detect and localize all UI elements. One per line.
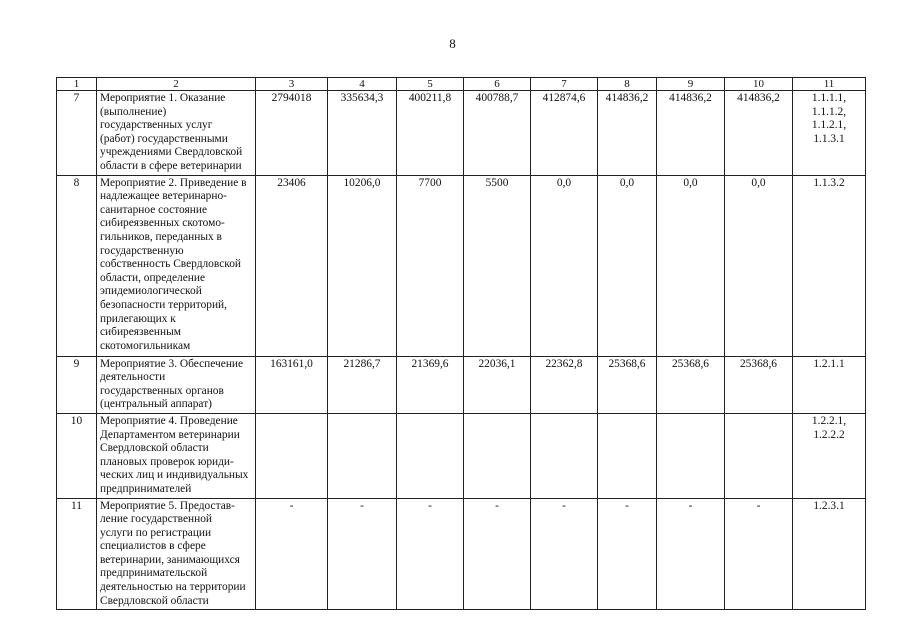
activity-name-line: деятельности [100,371,166,384]
activity-name-line: (выполнение) [100,105,167,118]
funding-value-cell: - [657,498,725,610]
activity-name-line: предпринимательской [100,567,208,580]
activity-name-cell [97,413,256,498]
table-row [57,498,866,610]
activity-name-line: безопасности территорий, [100,298,228,311]
funding-value-cell: 335634,3 [328,91,397,176]
activity-name-cell [97,91,256,176]
funding-value-cell [725,413,793,498]
activity-name-line: Мероприятие 3. Обеспечение [100,357,244,370]
funding-value-cell: - [598,498,657,610]
funding-value-cell [397,413,464,498]
activity-name-line: деятельностью на территории [100,581,246,594]
target-code-cell [793,91,866,176]
activity-name-line: Свердловской области [100,442,209,455]
funding-value-cell: 5500 [464,175,531,356]
column-number-cell: 7 [531,78,598,91]
funding-value-cell [598,413,657,498]
activity-name-line: предпринимателей [100,482,192,495]
funding-value-cell: 22362,8 [531,356,598,413]
funding-value-cell: 25368,6 [657,356,725,413]
target-code-cell [793,498,866,610]
target-code-cell [793,175,866,356]
activity-name-line: (работ) государственными [100,132,228,145]
activity-name-line: Департаментом ветеринарии [100,428,240,441]
activity-name-line: Мероприятие 2. Приведение в [100,176,247,189]
funding-value-cell [328,413,397,498]
row-number-cell: 8 [57,175,97,356]
funding-value-cell: 25368,6 [598,356,657,413]
activity-name-cell [97,175,256,356]
page-number: 8 [449,36,456,51]
column-number-cell: 5 [397,78,464,91]
activity-name-line: санитарное состояние [100,203,208,216]
table-row [57,175,866,356]
target-code-line: 1.1.1.1, [811,92,847,104]
column-number-cell: 2 [97,78,256,91]
target-code-line: 1.1.3.2 [813,176,845,189]
funding-value-cell: - [725,498,793,610]
funding-value-cell: 400211,8 [397,91,464,176]
activity-name-cell [97,498,256,610]
activity-name-line: учреждениями Свердловской [100,146,243,159]
funding-value-cell: 2794018 [256,91,328,176]
activity-name-line: Свердловской области [100,594,209,607]
column-number-cell: 9 [657,78,725,91]
activity-name-line: ление государственной [100,513,213,526]
target-code-line: 1.1.2.1, [811,119,847,132]
funding-value-cell: - [328,498,397,610]
activity-name-line: прилегающих к [100,312,176,325]
activity-name-cell [97,356,256,413]
table-row [57,91,866,176]
target-code-line: 1.1.1.2, [811,105,847,118]
activity-name-line: государственных органов [100,384,224,397]
table-row [57,356,866,413]
funding-value-cell: 25368,6 [725,356,793,413]
funding-value-cell: 0,0 [657,175,725,356]
row-number-cell: 11 [57,498,97,610]
activity-name-line: государственную [100,244,184,257]
activity-name-line: Мероприятие 1. Оказание [100,92,226,104]
activity-name-line: эпидемиологической [100,285,202,298]
target-code-cell [793,413,866,498]
target-code-line: 1.1.3.1 [813,132,845,145]
column-number-cell: 1 [57,78,97,91]
funding-value-cell: 163161,0 [256,356,328,413]
column-number-cell: 4 [328,78,397,91]
funding-value-cell: - [397,498,464,610]
row-number-cell: 7 [57,91,97,176]
target-code-line: 1.2.1.1 [813,357,845,370]
activity-name-line: области, определение [100,271,206,284]
funding-value-cell: 7700 [397,175,464,356]
row-number-cell: 9 [57,356,97,413]
funding-value-cell: 414836,2 [657,91,725,176]
column-number-cell: 3 [256,78,328,91]
funding-value-cell: 414836,2 [725,91,793,176]
funding-value-cell: 0,0 [725,175,793,356]
activity-name-line: услуги по регистрации [100,526,212,539]
funding-value-cell: - [256,498,328,610]
funding-value-cell [657,413,725,498]
activity-name-line: государственных услуг [100,119,213,132]
funding-value-cell: - [531,498,598,610]
activity-name-line: ческих лиц и индивидуальных [100,469,249,482]
activity-name-line: плановых проверок юриди- [100,455,234,468]
funding-value-cell: 22036,1 [464,356,531,413]
column-number-row [57,78,866,91]
funding-value-cell: 10206,0 [328,175,397,356]
activity-name-line: Мероприятие 5. Предостав- [100,499,235,512]
activity-name-line: скотомогильникам [100,339,191,352]
funding-value-cell: 400788,7 [464,91,531,176]
activity-name-line: сибиреязвенным [100,326,181,339]
funding-value-cell: 0,0 [531,175,598,356]
activity-name-line: сибиреязвенных скотомо- [100,217,225,230]
column-number-cell: 11 [793,78,866,91]
target-code-cell [793,356,866,413]
activity-name-line: (центральный аппарат) [100,398,212,411]
target-code-line: 1.2.2.2 [813,428,845,441]
funding-value-cell [464,413,531,498]
column-number-cell: 10 [725,78,793,91]
activity-name-line: Мероприятие 4. Проведение [100,414,238,427]
column-number-cell: 8 [598,78,657,91]
activity-name-line: ветеринарии, занимающихся [100,553,240,566]
target-code-line: 1.2.2.1, [811,414,847,427]
activity-name-line: надлежащее ветеринарно- [100,190,227,203]
target-code-line: 1.2.3.1 [813,499,845,512]
activity-name-line: собственность Свердловской [100,258,241,271]
activity-name-line: области в сфере ветеринарии [100,159,242,172]
activity-name-line: гильников, переданных в [100,230,222,243]
funding-value-cell: - [464,498,531,610]
funding-value-cell [256,413,328,498]
funding-value-cell: 21369,6 [397,356,464,413]
program-activities-table [56,77,866,610]
funding-value-cell: 23406 [256,175,328,356]
funding-value-cell: 21286,7 [328,356,397,413]
row-number-cell: 10 [57,413,97,498]
activity-name-line: специалистов в сфере [100,540,206,553]
table-row [57,413,866,498]
funding-value-cell: 412874,6 [531,91,598,176]
funding-value-cell [531,413,598,498]
funding-value-cell: 414836,2 [598,91,657,176]
funding-value-cell: 0,0 [598,175,657,356]
column-number-cell: 6 [464,78,531,91]
